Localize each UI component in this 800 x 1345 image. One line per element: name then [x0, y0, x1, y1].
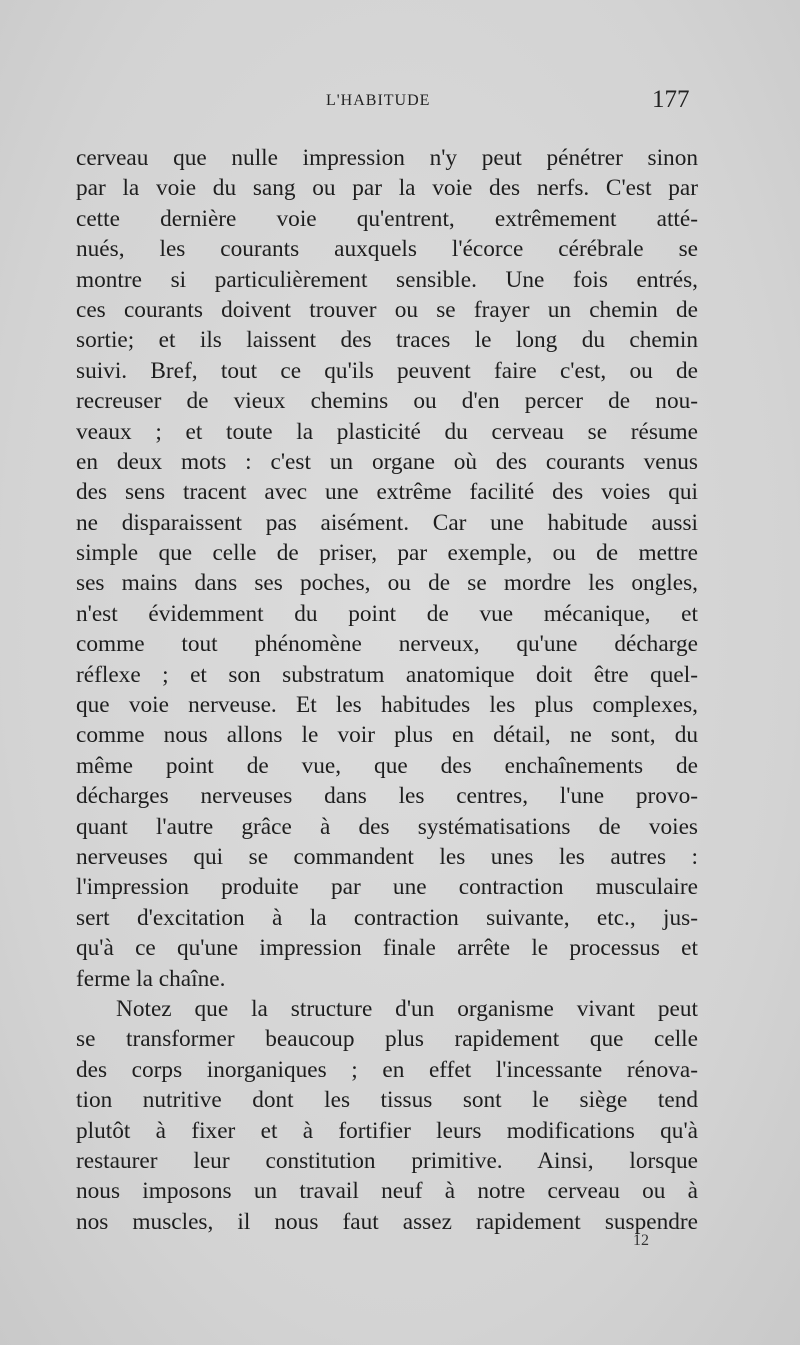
text-line: comme nous allons le voir plus en détail, ne sont, du — [76, 722, 698, 749]
page-number: 177 — [652, 86, 690, 113]
text-line: sortie; et ils laissent des traces le long du chemin — [76, 327, 698, 354]
text-line: comme tout phénomène nerveux, qu'une décharge — [76, 631, 698, 658]
text-line: nos muscles, il nous faut assez rapidement suspendre — [76, 1208, 698, 1235]
text-line: des sens tracent avec une extrême facilité des voies qui — [76, 479, 698, 506]
text-line: veaux ; et toute la plasticité du cerveau se résume — [76, 418, 698, 445]
text-line: montre si particulièrement sensible. Une fois entrés, — [76, 266, 698, 293]
text-line: réflexe ; et son substratum anatomique doit être quel- — [76, 661, 698, 688]
text-line: décharges nerveuses dans les centres, l'une provo- — [76, 783, 698, 810]
text-line: en deux mots : c'est un organe où des courants venus — [76, 448, 698, 475]
text-line: même point de vue, que des enchaînements de — [76, 752, 698, 779]
text-line: ces courants doivent trouver ou se frayer un chemin de — [76, 296, 698, 323]
text-line: ses mains dans ses poches, ou de se mordre les ongles, — [76, 570, 698, 597]
text-line: n'est évidemment du point de vue mécanique, et — [76, 600, 698, 627]
text-line: l'impression produite par une contraction musculaire — [76, 874, 698, 901]
text-line: cette dernière voie qu'entrent, extrêmement atté- — [76, 205, 698, 232]
text-line: par la voie du sang ou par la voie des nerfs. C'est par — [76, 175, 698, 202]
text-line: suivi. Bref, tout ce qu'ils peuvent faire c'est, ou de — [76, 357, 698, 384]
running-head-title: L'HABITUDE — [326, 92, 431, 109]
text-line: plutôt à fixer et à fortifier leurs modifications qu'à — [76, 1117, 698, 1144]
text-line: simple que celle de priser, par exemple, ou de mettre — [76, 540, 698, 567]
text-line: que voie nerveuse. Et les habitudes les plus complexes, — [76, 692, 698, 719]
text-line: nerveuses qui se commandent les unes les autres : — [76, 843, 698, 870]
text-line: tion nutritive dont les tissus sont le siège tend — [76, 1087, 698, 1114]
text-line: recreuser de vieux chemins ou d'en percer de nou- — [76, 388, 698, 415]
text-line: qu'à ce qu'une impression finale arrête le processus et — [76, 935, 698, 962]
paragraph-end-line: ferme la chaîne. — [76, 965, 226, 992]
text-line: se transformer beaucoup plus rapidement que celle — [76, 1026, 698, 1053]
signature-mark: 12 — [633, 1232, 649, 1249]
text-line: nués, les courants auxquels l'écorce cérébrale se — [76, 236, 698, 263]
text-line: sert d'excitation à la contraction suivante, etc., jus- — [76, 904, 698, 931]
text-line: restaurer leur constitution primitive. Ainsi, lorsque — [76, 1147, 698, 1174]
text-line: des corps inorganiques ; en effet l'incessante rénova- — [76, 1056, 698, 1083]
paragraph-start-line: Notez que la structure d'un organisme vivant peut — [116, 995, 698, 1022]
text-line: nous imposons un travail neuf à notre cerveau ou à — [76, 1178, 698, 1205]
text-line: cerveau que nulle impression n'y peut pénétrer sinon — [76, 145, 698, 171]
body-text — [76, 143, 698, 1237]
text-line: quant l'autre grâce à des systématisations de voies — [76, 813, 698, 840]
text-line: ne disparaissent pas aisément. Car une habitude aussi — [76, 509, 698, 536]
